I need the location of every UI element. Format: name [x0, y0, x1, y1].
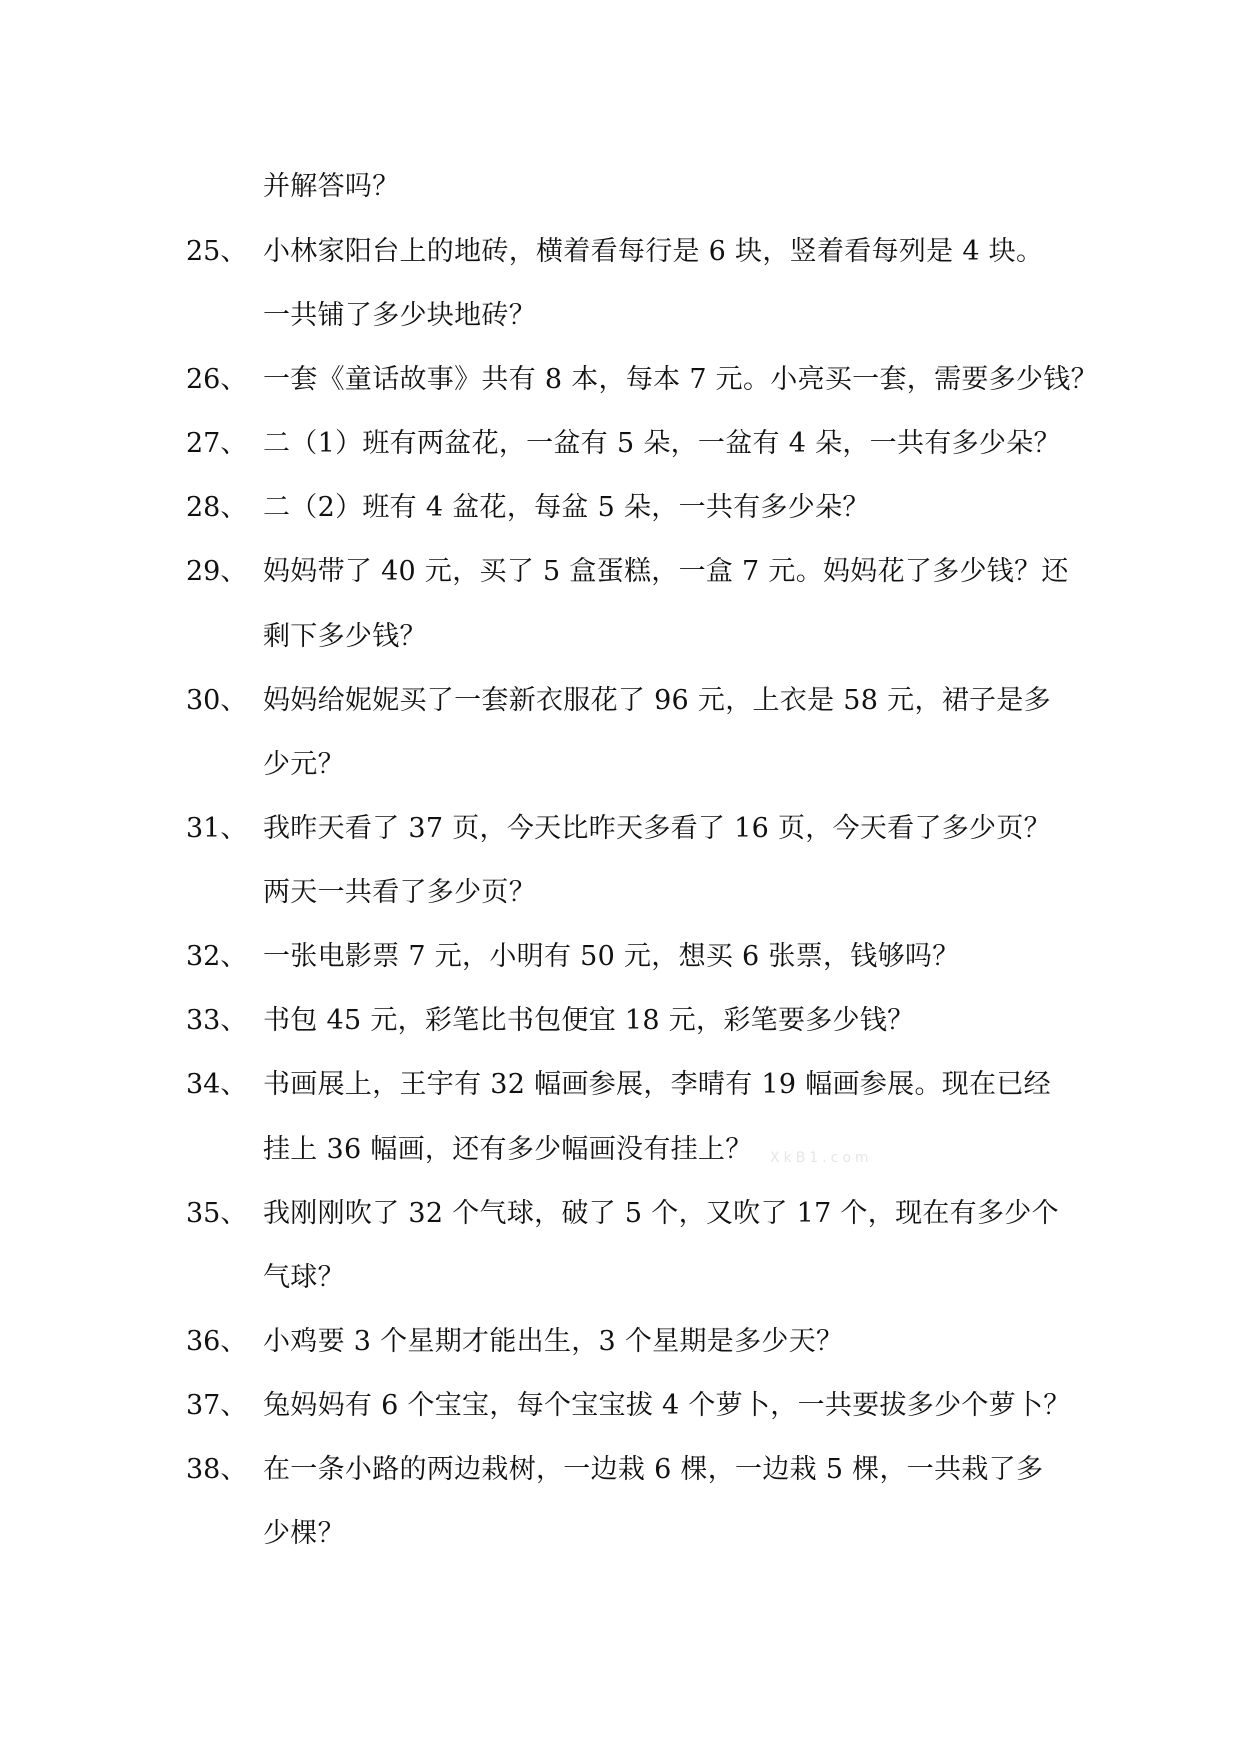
line-18 — [0, 1322, 1241, 1362]
problem-number: 29、 — [186, 556, 248, 587]
problem-text: 并解答吗？ — [263, 171, 400, 202]
line-5 — [0, 488, 1241, 528]
problem-text: 书画展上，王宇有 32 幅画参展，李晴有 19 幅画参展。现在已经 — [263, 1069, 1051, 1100]
problem-number: 31、 — [186, 813, 248, 844]
line-0 — [0, 167, 1241, 207]
problem-text: 兔妈妈有 6 个宝宝，每个宝宝拔 4 个萝卜，一共要拔多少个萝卜？ — [263, 1390, 1071, 1421]
line-1 — [0, 232, 1241, 272]
problem-text: 少棵？ — [263, 1518, 345, 1549]
line-8 — [0, 681, 1241, 721]
line-3 — [0, 360, 1241, 400]
problem-number: 25、 — [186, 236, 248, 267]
problem-text: 一张电影票 7 元，小明有 50 元，想买 6 张票，钱够吗？ — [263, 941, 960, 972]
problem-text: 一套《童话故事》共有 8 本，每本 7 元。小亮买一套，需要多少钱？ — [263, 364, 1098, 395]
line-2 — [0, 296, 1241, 336]
problem-number: 37、 — [186, 1390, 248, 1421]
line-14 — [0, 1065, 1241, 1105]
problem-text: 两天一共看了多少页？ — [263, 877, 536, 908]
line-19 — [0, 1386, 1241, 1426]
problem-text: 二（1）班有两盆花，一盆有 5 朵，一盆有 4 朵，一共有多少朵？ — [263, 428, 1061, 459]
problem-text: 挂上 36 幅画，还有多少幅画没有挂上？ — [263, 1134, 753, 1165]
problem-number: 32、 — [186, 941, 248, 972]
problem-number: 28、 — [186, 492, 248, 523]
problem-text: 在一条小路的两边栽树，一边栽 6 棵，一边栽 5 棵，一共栽了多 — [263, 1454, 1044, 1485]
problem-text: 气球？ — [263, 1262, 345, 1293]
problem-text: 书包 45 元，彩笔比书包便宜 18 元，彩笔要多少钱？ — [263, 1005, 915, 1036]
problem-text: 二（2）班有 4 盆花，每盆 5 朵，一共有多少朵？ — [263, 492, 870, 523]
problem-number: 34、 — [186, 1069, 248, 1100]
problem-number: 33、 — [186, 1005, 248, 1036]
problem-number: 27、 — [186, 428, 248, 459]
line-17 — [0, 1258, 1241, 1298]
line-7 — [0, 617, 1241, 657]
problem-text: 一共铺了多少块地砖？ — [263, 300, 536, 331]
line-13 — [0, 1001, 1241, 1041]
line-4 — [0, 424, 1241, 464]
line-21 — [0, 1514, 1241, 1554]
watermark: XkB1.com — [770, 1150, 873, 1166]
line-15 — [0, 1130, 1241, 1170]
line-10 — [0, 809, 1241, 849]
line-9 — [0, 745, 1241, 785]
problem-text: 小林家阳台上的地砖，横着看每行是 6 块，竖着看每列是 4 块。 — [263, 236, 1044, 267]
problem-number: 36、 — [186, 1326, 248, 1357]
line-12 — [0, 937, 1241, 977]
problem-number: 38、 — [186, 1454, 248, 1485]
line-6 — [0, 552, 1241, 592]
problem-text: 剩下多少钱？ — [263, 621, 427, 652]
problem-text: 我刚刚吹了 32 个气球，破了 5 个，又吹了 17 个，现在有多少个 — [263, 1198, 1059, 1229]
problem-number: 26、 — [186, 364, 248, 395]
problem-text: 少元？ — [263, 749, 345, 780]
problem-text: 妈妈给妮妮买了一套新衣服花了 96 元，上衣是 58 元，裙子是多 — [263, 685, 1051, 716]
problem-number: 30、 — [186, 685, 248, 716]
problem-number: 35、 — [186, 1198, 248, 1229]
problem-text: 妈妈带了 40 元，买了 5 盒蛋糕，一盒 7 元。妈妈花了多少钱？还 — [263, 556, 1069, 587]
line-20 — [0, 1450, 1241, 1490]
line-16 — [0, 1194, 1241, 1234]
line-11 — [0, 873, 1241, 913]
problem-text: 我昨天看了 37 页，今天比昨天多看了 16 页，今天看了多少页？ — [263, 813, 1051, 844]
problem-text: 小鸡要 3 个星期才能出生，3 个星期是多少天？ — [263, 1326, 844, 1357]
